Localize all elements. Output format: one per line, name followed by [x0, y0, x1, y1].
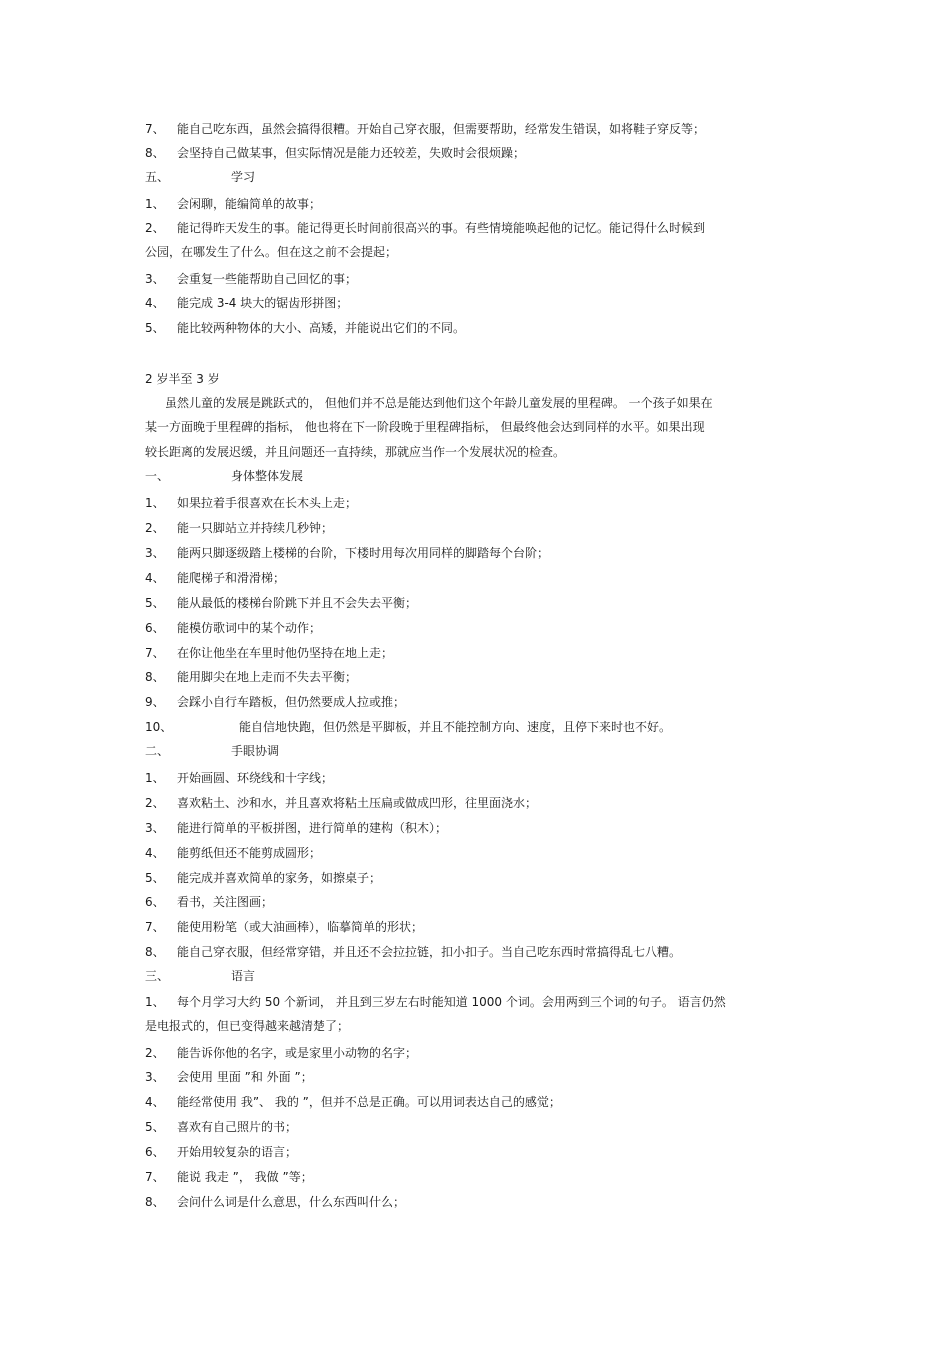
item-number: 8、 [145, 1195, 165, 1209]
item-text: 每个月学习大约 50 个新词， 并且到三岁左右时能知道 1000 个词。会用两到三个词的句子。 语言仍然 [177, 995, 726, 1009]
item-number: 5、 [145, 321, 165, 335]
section-title: 学习 [231, 170, 256, 184]
item-text: 能模仿歌词中的某个动作； [177, 621, 322, 635]
intro-paragraph-line: 虽然儿童的发展是跳跃式的， 但他们并不总是能达到他们这个年龄儿童发展的里程碑。 一个孩子如果在 [165, 396, 713, 410]
item-number: 5、 [145, 596, 165, 610]
item-text: 能自己吃东西，虽然会搞得很糟。开始自己穿衣服，但需要帮助，经常发生错误，如将鞋子穿反等； [177, 122, 706, 136]
item-number: 7、 [145, 920, 165, 934]
item-text: 能完成 3-4 块大的锯齿形拼图； [177, 296, 349, 310]
age-heading: 2 岁半至 3 岁 [145, 372, 220, 386]
item-text: 能剪纸但还不能剪成圆形； [177, 846, 322, 860]
item-number: 2、 [145, 221, 165, 235]
item-number: 4、 [145, 296, 165, 310]
item-continuation: 公园，在哪发生了什么。但在这之前不会提起； [145, 245, 398, 259]
item-number: 2、 [145, 521, 165, 535]
item-number: 5、 [145, 871, 165, 885]
item-text: 喜欢有自己照片的书； [177, 1120, 298, 1134]
item-number: 3、 [145, 1070, 165, 1084]
item-text: 能比较两种物体的大小、高矮，并能说出它们的不同。 [177, 321, 466, 335]
item-number: 6、 [145, 895, 165, 909]
item-text: 能使用粉笔（或大油画棒），临摹简单的形状； [177, 920, 424, 934]
item-text: 如果拉着手很喜欢在长木头上走； [177, 496, 358, 510]
section-title: 身体整体发展 [231, 469, 304, 483]
item-text: 能两只脚逐级踏上楼梯的台阶，下楼时用每次用同样的脚踏每个台阶； [177, 546, 550, 560]
item-number: 8、 [145, 146, 165, 160]
item-number: 3、 [145, 272, 165, 286]
item-text: 能用脚尖在地上走而不失去平衡； [177, 670, 358, 684]
item-text: 会坚持自己做某事，但实际情况是能力还较差，失败时会很烦躁； [177, 146, 526, 160]
item-text: 能说 我走 ”， 我做 ”等； [177, 1170, 313, 1184]
item-text: 会闲聊，能编简单的故事； [177, 197, 322, 211]
item-text: 会使用 里面 ”和 外面 ”； [177, 1070, 313, 1084]
item-text: 能完成并喜欢简单的家务，如擦桌子； [177, 871, 382, 885]
item-text: 开始画圆、环绕线和十字线； [177, 771, 334, 785]
item-text: 会重复一些能帮助自己回忆的事； [177, 272, 358, 286]
item-text: 在你让他坐在车里时他仍坚持在地上走； [177, 646, 394, 660]
item-number: 6、 [145, 1145, 165, 1159]
item-number: 8、 [145, 945, 165, 959]
item-number: 1、 [145, 995, 165, 1009]
item-number: 4、 [145, 1095, 165, 1109]
intro-paragraph-line: 某一方面晚于里程碑的指标， 他也将在下一阶段晚于里程碑指标， 但最终他会达到同样的水平。如果出现 [145, 420, 705, 434]
item-number: 4、 [145, 571, 165, 585]
item-text: 看书，关注图画； [177, 895, 274, 909]
item-number: 10、 [145, 720, 173, 734]
item-text: 会问什么词是什么意思，什么东西叫什么； [177, 1195, 406, 1209]
item-text: 能一只脚站立并持续几秒钟； [177, 521, 334, 535]
item-number: 7、 [145, 646, 165, 660]
section-number: 三、 [145, 969, 170, 983]
item-number: 9、 [145, 695, 165, 709]
item-text: 能从最低的楼梯台阶跳下并且不会失去平衡； [177, 596, 418, 610]
item-text: 能记得昨天发生的事。能记得更长时间前很高兴的事。有些情境能唤起他的记忆。能记得什么时候到 [177, 221, 706, 235]
section-number: 二、 [145, 744, 170, 758]
intro-paragraph-line: 较长距离的发展迟缓，并且问题还一直持续，那就应当作一个发展状况的检查。 [145, 445, 566, 459]
item-number: 2、 [145, 1046, 165, 1060]
item-text: 能自己穿衣服，但经常穿错，并且还不会拉拉链，扣小扣子。当自己吃东西时常搞得乱七八糟。 [177, 945, 682, 959]
item-number: 2、 [145, 796, 165, 810]
item-number: 1、 [145, 496, 165, 510]
item-text: 能经常使用 我”、 我的 ”，但并不总是正确。可以用词表达自己的感觉； [177, 1095, 561, 1109]
item-number: 3、 [145, 546, 165, 560]
item-number: 1、 [145, 771, 165, 785]
item-text: 能进行简单的平板拼图，进行简单的建构（积木）； [177, 821, 448, 835]
item-text: 能告诉你他的名字，或是家里小动物的名字； [177, 1046, 418, 1060]
item-number: 1、 [145, 197, 165, 211]
item-number: 5、 [145, 1120, 165, 1134]
item-number: 8、 [145, 670, 165, 684]
item-text: 开始用较复杂的语言； [177, 1145, 298, 1159]
item-number: 4、 [145, 846, 165, 860]
item-text: 会踩小自行车踏板，但仍然要成人拉或推； [177, 695, 406, 709]
item-number: 7、 [145, 122, 165, 136]
item-number: 7、 [145, 1170, 165, 1184]
section-number: 五、 [145, 170, 170, 184]
item-number: 6、 [145, 621, 165, 635]
section-title: 语言 [231, 969, 256, 983]
item-text: 能自信地快跑，但仍然是平脚板，并且不能控制方向、速度，且停下来时也不好。 [239, 720, 672, 734]
item-number: 3、 [145, 821, 165, 835]
item-text: 能爬梯子和滑滑梯； [177, 571, 286, 585]
section-number: 一、 [145, 469, 170, 483]
item-text: 喜欢粘土、沙和水，并且喜欢将粘土压扁或做成凹形，往里面浇水； [177, 796, 538, 810]
item-continuation: 是电报式的，但已变得越来越清楚了； [145, 1019, 350, 1033]
section-title: 手眼协调 [231, 744, 280, 758]
